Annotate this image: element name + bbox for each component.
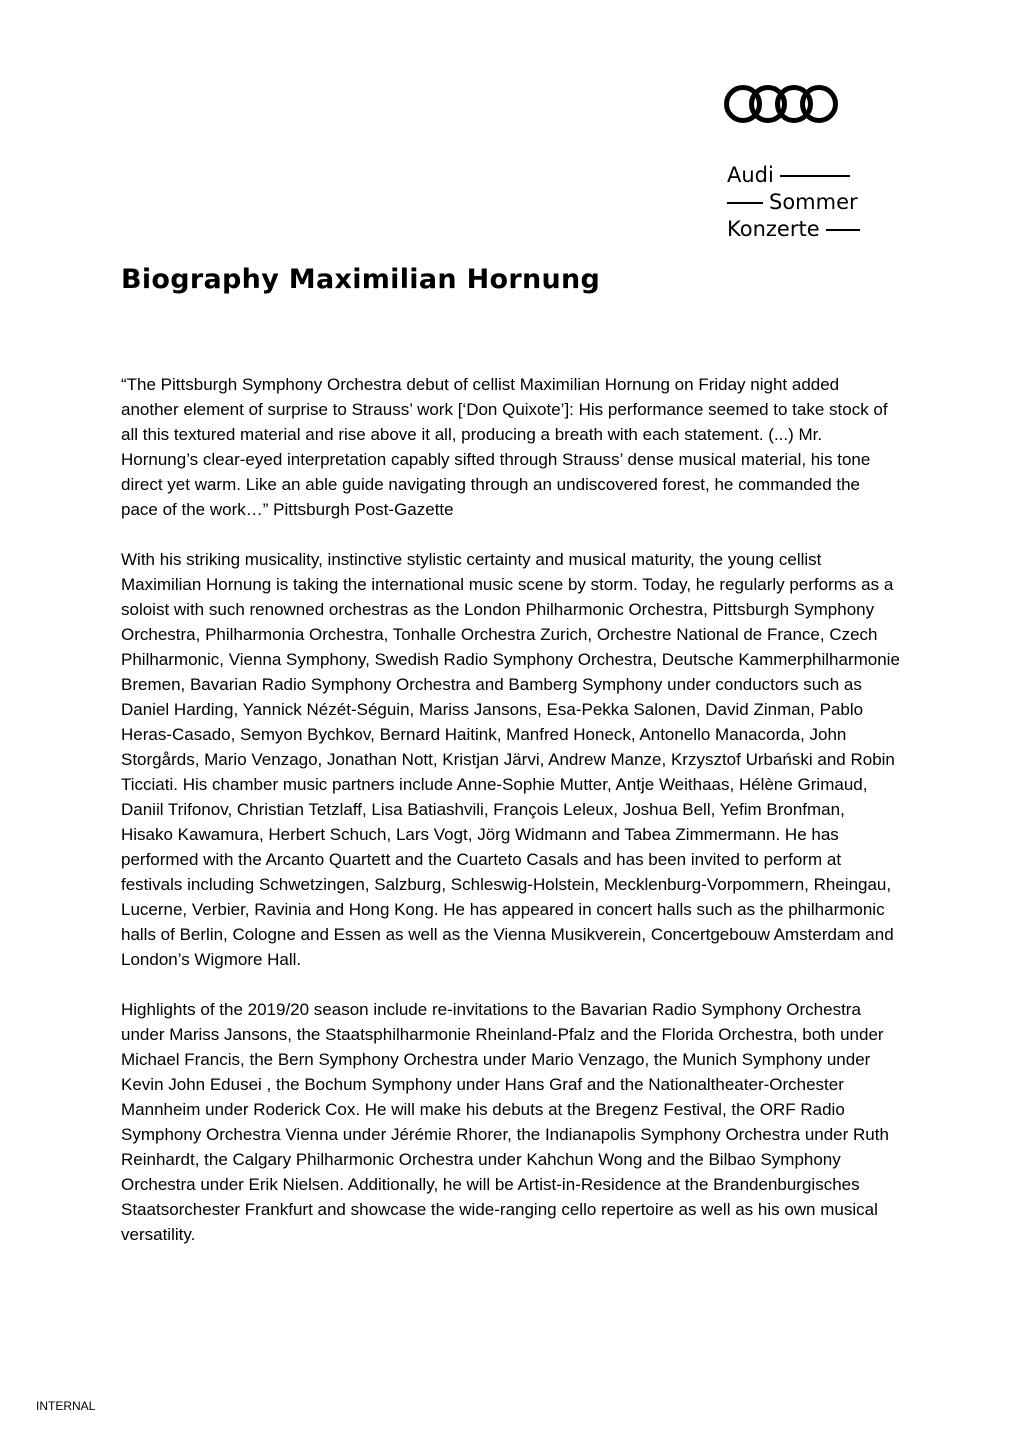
brand-rule: [727, 202, 763, 204]
brand-line-sommer: [727, 189, 902, 216]
classification-label: INTERNAL: [36, 1399, 96, 1413]
brand-line-konzerte: [727, 216, 902, 243]
document-body: [121, 372, 901, 1272]
brand-text-konzerte: Konzerte: [727, 217, 820, 241]
page-title: Biography Maximilian Hornung: [121, 264, 601, 295]
audi-rings-logo-icon: [722, 84, 840, 124]
biography-paragraph: With his striking musicality, instinctive stylistic certainty and musical maturity, the young cellist Maximilian Hornung is taking the international music scene by storm. Today, he regularly performs as a soloist with such renowned orchestras as the London Philharmonic Orchestra, Pittsburgh Symphony Orchestra, Philharmonia Orchestra, Tonhalle Orchestra Zurich, Orchestre National de France, Czech Philharmonic, Vienna Symphony, Swedish Radio Symphony Orchestra, Deutsche Kammerphilharmonie Bremen, Bavarian Radio Symphony Orchestra and Bamberg Symphony under conductors such as Daniel Harding, Yannick Nézét-Séguin, Mariss Jansons, Esa-Pekka Salonen, David Zinman, Pablo Heras-Casado, Semyon Bychkov, Bernard Haitink, Manfred Honeck, Antonello Manacorda, John Storgårds, Mario Venzago, Jonathan Nott, Kristjan Järvi, Andrew Manze, Krzysztof Urbański and Robin Ticciati. His chamber music partners include Anne-Sophie Mutter, Antje Weithaas, Hélène Grimaud, Daniil Trifonov, Christian Tetzlaff, Lisa Batiashvili, François Leleux, Joshua Bell, Yefim Bronfman, Hisako Kawamura, Herbert Schuch, Lars Vogt, Jörg Widmann and Tabea Zimmermann. He has performed with the Arcanto Quartett and the Cuarteto Casals and has been invited to perform at festivals including Schwetzingen, Salzburg, Schleswig-Holstein, Mecklenburg-Vorpommern, Rheingau, Lucerne, Verbier, Ravinia and Hong Kong. He has appeared in concert halls such as the philharmonic halls of Berlin, Cologne and Essen as well as the Vienna Musikverein, Concertgebouw Amsterdam and London’s Wigmore Hall.: [121, 550, 900, 969]
brand-rule: [780, 175, 850, 177]
press-quote-paragraph: “The Pittsburgh Symphony Orchestra debut of cellist Maximilian Hornung on Friday night added another element of surprise to Strauss’ work [‘Don Quixote’]: His performance seemed to take stock of all this textured material and rise above it all, producing a breath with each statement. (...) Mr. Hornung’s clear-eyed interpretation capably sifted through Strauss’ dense musical material, his tone direct yet warm. Like an able guide navigating through an undiscovered forest, he commanded the pace of the work…” Pittsburgh Post-Gazette: [121, 375, 888, 519]
brand-wordmark: [727, 162, 902, 243]
brand-text-audi: Audi: [727, 163, 774, 187]
brand-line-audi: [727, 162, 902, 189]
brand-rule: [826, 229, 860, 231]
brand-text-sommer: Sommer: [769, 190, 858, 214]
season-highlights-paragraph: Highlights of the 2019/20 season include re-invitations to the Bavarian Radio Symphony Orchestra under Mariss Jansons, the Staatsphilharmonie Rheinland-Pfalz and the Florida Orchestra, both under Michael Francis, the Bern Symphony Orchestra under Mario Venzago, the Munich Symphony under Kevin John Edusei , the Bochum Symphony under Hans Graf and the Nationaltheater-Orchester Mannheim under Roderick Cox. He will make his debuts at the Bregenz Festival, the ORF Radio Symphony Orchestra Vienna under Jérémie Rhorer, the Indianapolis Symphony Orchestra under Ruth Reinhardt, the Calgary Philharmonic Orchestra under Kahchun Wong and the Bilbao Symphony Orchestra under Erik Nielsen. Additionally, he will be Artist-in-Residence at the Brandenburgisches Staatsorchester Frankfurt and showcase the wide-ranging cello repertoire as well as his own musical versatility.: [121, 1000, 889, 1244]
